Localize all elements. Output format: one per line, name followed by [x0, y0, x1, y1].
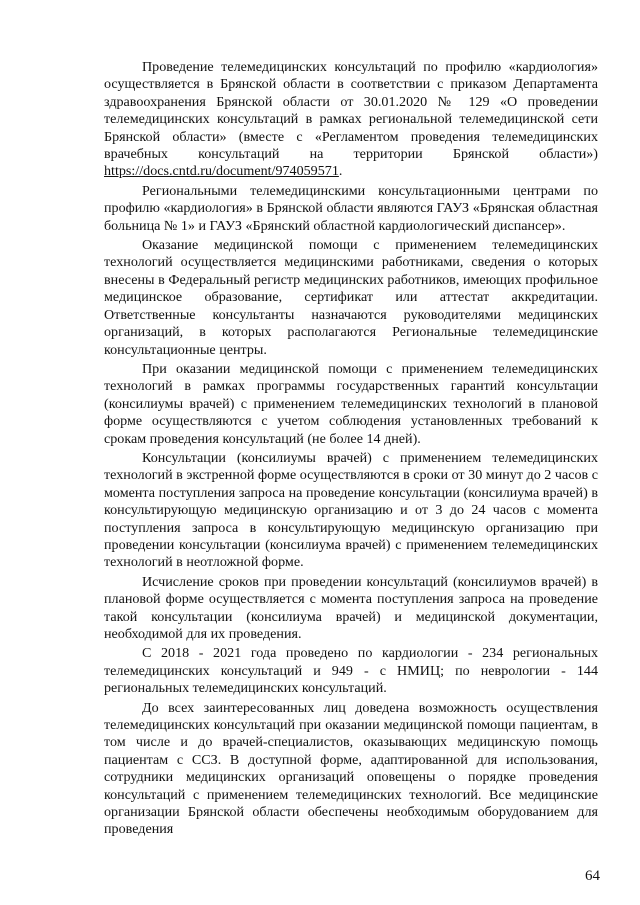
paragraph-6: Исчисление сроков при проведении консультаций (консилиумов врачей) в плановой форме осуществляется с момента поступления запроса на проведение такой консультации (консилиума врачей) и медицинской документации, необходимой для их проведения. [104, 573, 598, 642]
paragraph-2: Региональными телемедицинскими консультационными центрами по профилю «кардиология» в Брянской области являются ГАУЗ «Брянская областная больница № 1» и ГАУЗ «Брянский областной кардиологический диспансер». [104, 182, 598, 234]
body-text [104, 59, 598, 841]
paragraph-4: При оказании медицинской помощи с применением телемедицинских технологий в рамках программы государственных гарантий консультации (консилиумы врачей) с применением телемедицинских технологий в плановой форме осуществляются с учетом соблюдения установленных требований к срокам проведения консультаций (не более 14 дней). [104, 360, 598, 447]
paragraph-1: Проведение телемедицинских консультаций по профилю «кардиология» осуществляется в Брянской области в соответствии с приказом Департамента здравоохранения Брянской области от 30.01.2020 № 129 «О проведении телемедицинских консультаций в рамках региональной телемедицинской сети Брянской области» (вместе с «Регламентом проведения телемедицинских врачебных консультаций на территории Брянской области») https://docs.cntd.ru/document/974059571. [104, 59, 598, 180]
page-number: 64 [585, 868, 600, 884]
paragraph-1-text: Проведение телемедицинских консультаций по профилю «кардиология» осуществляется в Брянской области в соответствии с приказом Департамента здравоохранения Брянской области от 30.01.2020 № 129 «О проведении телемедицинских консультаций в рамках региональной телемедицинской сети Брянской области» (вместе с «Регламентом проведения телемедицинских врачебных консультаций на территории Брянской области») [104, 59, 598, 163]
document-link[interactable]: https://docs.cntd.ru/document/974059571 [104, 163, 339, 180]
paragraph-3: Оказание медицинской помощи с применением телемедицинских технологий осуществляется медицинскими работниками, сведения о которых внесены в Федеральный регистр медицинских работников, имеющих профильное медицинское образование, сертификат или аттестат аккредитации. Ответственные консультанты назначаются руководителями медицинских организаций, в которых располагаются Региональные телемедицинские консультационные центры. [104, 237, 598, 358]
paragraph-7: С 2018 - 2021 года проведено по кардиологии - 234 региональных телемедицинских консультаций и 949 - с НМИЦ; по неврологии - 144 региональных телемедицинских консультаций. [104, 645, 598, 697]
paragraph-8: До всех заинтересованных лиц доведена возможность осуществления телемедицинских консультаций при оказании медицинской помощи пациентам, в том числе и до врачей-специалистов, оказывающих медицинскую помощь пациентам с ССЗ. В доступной форме, адаптированной для использования, сотрудники медицинских организаций оповещены о порядке проведения консультаций с применением телемедицинских технологий. Все медицинские организации Брянской области обеспечены необходимым оборудованием для проведения [104, 699, 598, 838]
paragraph-5: Консультации (консилиумы врачей) с применением телемедицинских технологий в экстренной форме осуществляются в сроки от 30 минут до 2 часов с момента поступления запроса на проведение консультации (консилиума врачей) в консультирующую медицинскую организацию и от 3 до 24 часов с момента поступления запроса в консультирующую медицинскую организацию при проведении консультации (консилиума врачей) с применением телемедицинских технологий в неотложной форме. [104, 449, 598, 571]
